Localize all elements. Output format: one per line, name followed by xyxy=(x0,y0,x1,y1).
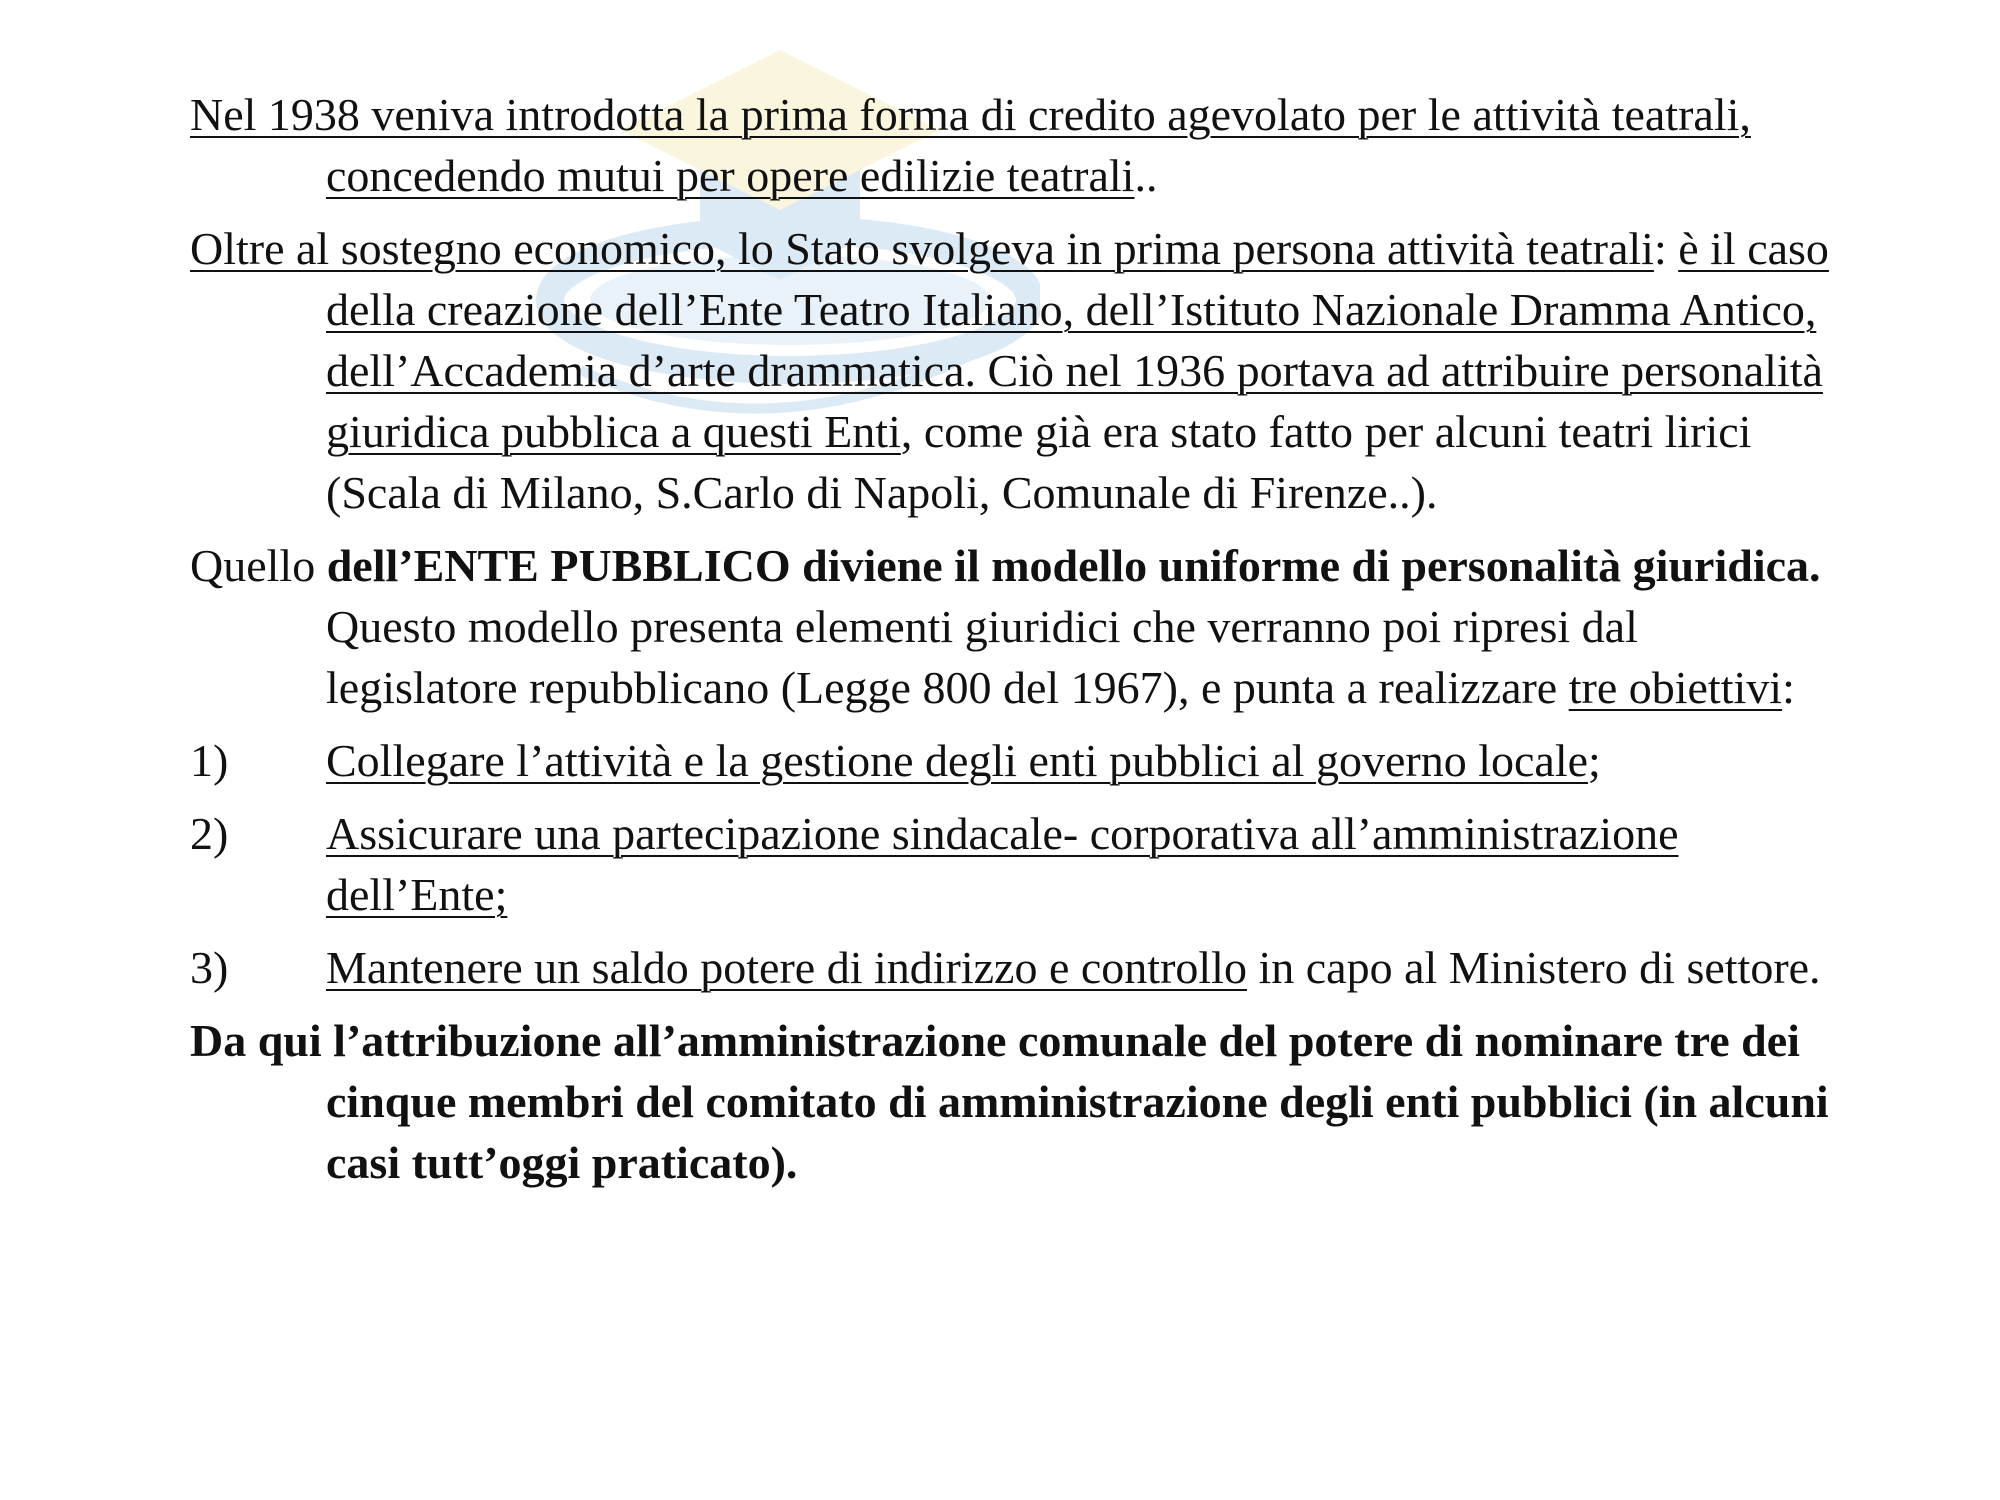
paragraph-sostegno-economico xyxy=(190,218,1840,523)
list-body xyxy=(326,937,1840,998)
underlined-text: è il caso della creazione dell’Ente Teatro Italiano, dell’Istituto Nazionale Dramma Antico, dell’Accademia d’arte drammatica. Ciò nel 1936 portava ad attribuire personalità giuridica pubblica a questi Enti xyxy=(326,223,1829,457)
bold-text: dell’ENTE PUBBLICO diviene il modello uniforme di personalità giuridica. xyxy=(326,540,1821,591)
underlined-text: Assicurare una partecipazione sindacale- corporativa all’amministrazione dell’Ente; xyxy=(326,808,1679,920)
list-tail: in capo al Ministero di settore. xyxy=(1246,942,1821,993)
paragraph-ente-pubblico xyxy=(190,535,1840,718)
paragraph-conclusione xyxy=(190,1010,1840,1193)
paragraph-tail: : xyxy=(1782,662,1795,713)
underlined-text: Nel 1938 veniva introdotta la prima forma di credito agevolato per le attività teatrali, concedendo mutui per opere edilizie teatrali xyxy=(190,89,1751,201)
colon-text: : xyxy=(1653,223,1679,274)
paragraph-tail: .. xyxy=(1134,150,1158,201)
paragraph-lead: Quello xyxy=(190,540,327,591)
list-body xyxy=(326,803,1840,925)
list-item xyxy=(190,937,1840,998)
list-number: 2) xyxy=(190,808,229,859)
underlined-text: tre obiettivi xyxy=(1568,662,1783,713)
underlined-text: Collegare l’attività e la gestione degli enti pubblici al governo locale xyxy=(326,735,1589,786)
list-item xyxy=(190,803,1840,925)
bold-text: Da qui l’attribuzione all’amministrazione comunale del potere di nominare tre dei cinque membri del comitato di amministrazione degli enti pubblici (in alcuni casi tutt’oggi praticato). xyxy=(190,1015,1829,1188)
list-body xyxy=(326,730,1840,791)
paragraph-credito-agevolato xyxy=(190,84,1840,206)
paragraph-tail: , come già era stato fatto per alcuni teatri lirici (Scala di Milano, S.Carlo di Napoli, Comunale di Firenze..). xyxy=(326,406,1752,518)
underlined-text: Oltre al sostegno economico, lo Stato svolgeva in prima persona attività teatrali xyxy=(190,223,1654,274)
paragraph-middle: Questo modello presenta elementi giuridici che verranno poi ripresi dal legislatore repubblicano (Legge 800 del 1967), e punta a realizzare xyxy=(326,601,1638,713)
list-number: 3) xyxy=(190,942,229,993)
list-tail: ; xyxy=(1588,735,1601,786)
list-number: 1) xyxy=(190,735,229,786)
underlined-text: Mantenere un saldo potere di indirizzo e controllo xyxy=(326,942,1247,993)
document-page xyxy=(190,84,1840,1205)
list-item xyxy=(190,730,1840,791)
